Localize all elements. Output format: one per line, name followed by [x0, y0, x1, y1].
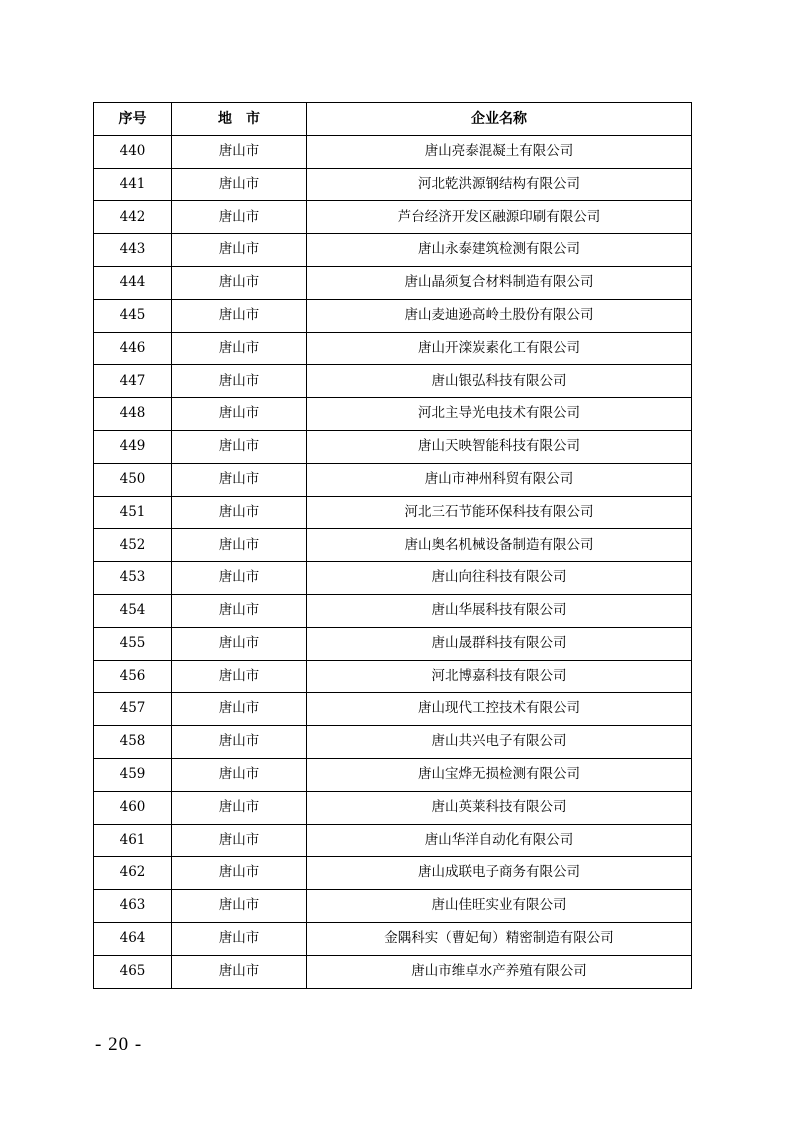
table-row [94, 398, 692, 431]
cell-serial-number: 443 [94, 234, 172, 267]
table-row [94, 955, 692, 988]
cell-enterprise-name: 唐山现代工控技术有限公司 [307, 693, 692, 726]
cell-city: 唐山市 [172, 299, 307, 332]
cell-serial-number: 461 [94, 824, 172, 857]
table-row [94, 365, 692, 398]
cell-serial-number: 454 [94, 594, 172, 627]
cell-serial-number: 463 [94, 890, 172, 923]
table-row [94, 758, 692, 791]
cell-city: 唐山市 [172, 824, 307, 857]
cell-city: 唐山市 [172, 463, 307, 496]
cell-serial-number: 455 [94, 627, 172, 660]
cell-city: 唐山市 [172, 562, 307, 595]
cell-enterprise-name: 唐山英莱科技有限公司 [307, 791, 692, 824]
table-row [94, 201, 692, 234]
cell-enterprise-name: 河北博嘉科技有限公司 [307, 660, 692, 693]
cell-city: 唐山市 [172, 135, 307, 168]
table-row [94, 726, 692, 759]
table-row [94, 824, 692, 857]
cell-city: 唐山市 [172, 693, 307, 726]
cell-city: 唐山市 [172, 890, 307, 923]
table-row [94, 332, 692, 365]
cell-enterprise-name: 唐山华展科技有限公司 [307, 594, 692, 627]
header-serial-number: 序号 [94, 103, 172, 136]
table-row [94, 791, 692, 824]
cell-city: 唐山市 [172, 857, 307, 890]
cell-enterprise-name: 唐山市神州科贸有限公司 [307, 463, 692, 496]
cell-serial-number: 462 [94, 857, 172, 890]
cell-city: 唐山市 [172, 332, 307, 365]
table-row [94, 660, 692, 693]
cell-city: 唐山市 [172, 201, 307, 234]
cell-enterprise-name: 唐山麦迪逊高岭土股份有限公司 [307, 299, 692, 332]
cell-serial-number: 445 [94, 299, 172, 332]
cell-serial-number: 450 [94, 463, 172, 496]
cell-city: 唐山市 [172, 234, 307, 267]
cell-serial-number: 460 [94, 791, 172, 824]
cell-serial-number: 451 [94, 496, 172, 529]
cell-city: 唐山市 [172, 758, 307, 791]
header-row [94, 103, 692, 136]
cell-serial-number: 441 [94, 168, 172, 201]
cell-serial-number: 448 [94, 398, 172, 431]
cell-enterprise-name: 唐山向往科技有限公司 [307, 562, 692, 595]
cell-enterprise-name: 唐山佳旺实业有限公司 [307, 890, 692, 923]
cell-city: 唐山市 [172, 529, 307, 562]
cell-city: 唐山市 [172, 430, 307, 463]
table-header [94, 103, 692, 136]
cell-enterprise-name: 唐山宝烨无损检测有限公司 [307, 758, 692, 791]
cell-serial-number: 449 [94, 430, 172, 463]
cell-serial-number: 464 [94, 922, 172, 955]
cell-enterprise-name: 唐山晟群科技有限公司 [307, 627, 692, 660]
cell-serial-number: 452 [94, 529, 172, 562]
cell-city: 唐山市 [172, 594, 307, 627]
cell-enterprise-name: 唐山银弘科技有限公司 [307, 365, 692, 398]
cell-city: 唐山市 [172, 168, 307, 201]
table-row [94, 234, 692, 267]
cell-city: 唐山市 [172, 365, 307, 398]
cell-enterprise-name: 河北主导光电技术有限公司 [307, 398, 692, 431]
table-row [94, 562, 692, 595]
cell-enterprise-name: 唐山共兴电子有限公司 [307, 726, 692, 759]
table-row [94, 135, 692, 168]
cell-enterprise-name: 唐山开滦炭素化工有限公司 [307, 332, 692, 365]
table-row [94, 890, 692, 923]
cell-serial-number: 465 [94, 955, 172, 988]
header-enterprise-name: 企业名称 [307, 103, 692, 136]
cell-city: 唐山市 [172, 266, 307, 299]
cell-enterprise-name: 唐山奥名机械设备制造有限公司 [307, 529, 692, 562]
page-number: - 20 - [95, 1034, 143, 1055]
table-row [94, 529, 692, 562]
cell-city: 唐山市 [172, 726, 307, 759]
table-row [94, 693, 692, 726]
cell-city: 唐山市 [172, 791, 307, 824]
cell-city: 唐山市 [172, 627, 307, 660]
cell-enterprise-name: 唐山成联电子商务有限公司 [307, 857, 692, 890]
cell-enterprise-name: 唐山晶须复合材料制造有限公司 [307, 266, 692, 299]
table-row [94, 922, 692, 955]
cell-city: 唐山市 [172, 398, 307, 431]
table-row [94, 168, 692, 201]
table-body [94, 135, 692, 988]
cell-city: 唐山市 [172, 660, 307, 693]
cell-enterprise-name: 河北三石节能环保科技有限公司 [307, 496, 692, 529]
table-row [94, 266, 692, 299]
cell-serial-number: 440 [94, 135, 172, 168]
cell-serial-number: 446 [94, 332, 172, 365]
cell-enterprise-name: 金隅科实（曹妃甸）精密制造有限公司 [307, 922, 692, 955]
cell-serial-number: 444 [94, 266, 172, 299]
cell-enterprise-name: 河北乾洪源钢结构有限公司 [307, 168, 692, 201]
cell-city: 唐山市 [172, 955, 307, 988]
cell-serial-number: 442 [94, 201, 172, 234]
cell-serial-number: 459 [94, 758, 172, 791]
table-row [94, 594, 692, 627]
cell-serial-number: 458 [94, 726, 172, 759]
cell-serial-number: 457 [94, 693, 172, 726]
cell-serial-number: 456 [94, 660, 172, 693]
table-row [94, 857, 692, 890]
table-row [94, 627, 692, 660]
cell-enterprise-name: 唐山华洋自动化有限公司 [307, 824, 692, 857]
header-city: 地 市 [172, 103, 307, 136]
cell-enterprise-name: 唐山天映智能科技有限公司 [307, 430, 692, 463]
cell-city: 唐山市 [172, 496, 307, 529]
cell-serial-number: 453 [94, 562, 172, 595]
cell-city: 唐山市 [172, 922, 307, 955]
enterprise-table [93, 102, 692, 989]
cell-enterprise-name: 唐山市维卓水产养殖有限公司 [307, 955, 692, 988]
table-row [94, 496, 692, 529]
cell-enterprise-name: 唐山亮泰混凝土有限公司 [307, 135, 692, 168]
table-row [94, 299, 692, 332]
cell-enterprise-name: 芦台经济开发区融源印刷有限公司 [307, 201, 692, 234]
cell-serial-number: 447 [94, 365, 172, 398]
table-row [94, 430, 692, 463]
cell-enterprise-name: 唐山永泰建筑检测有限公司 [307, 234, 692, 267]
table-row [94, 463, 692, 496]
